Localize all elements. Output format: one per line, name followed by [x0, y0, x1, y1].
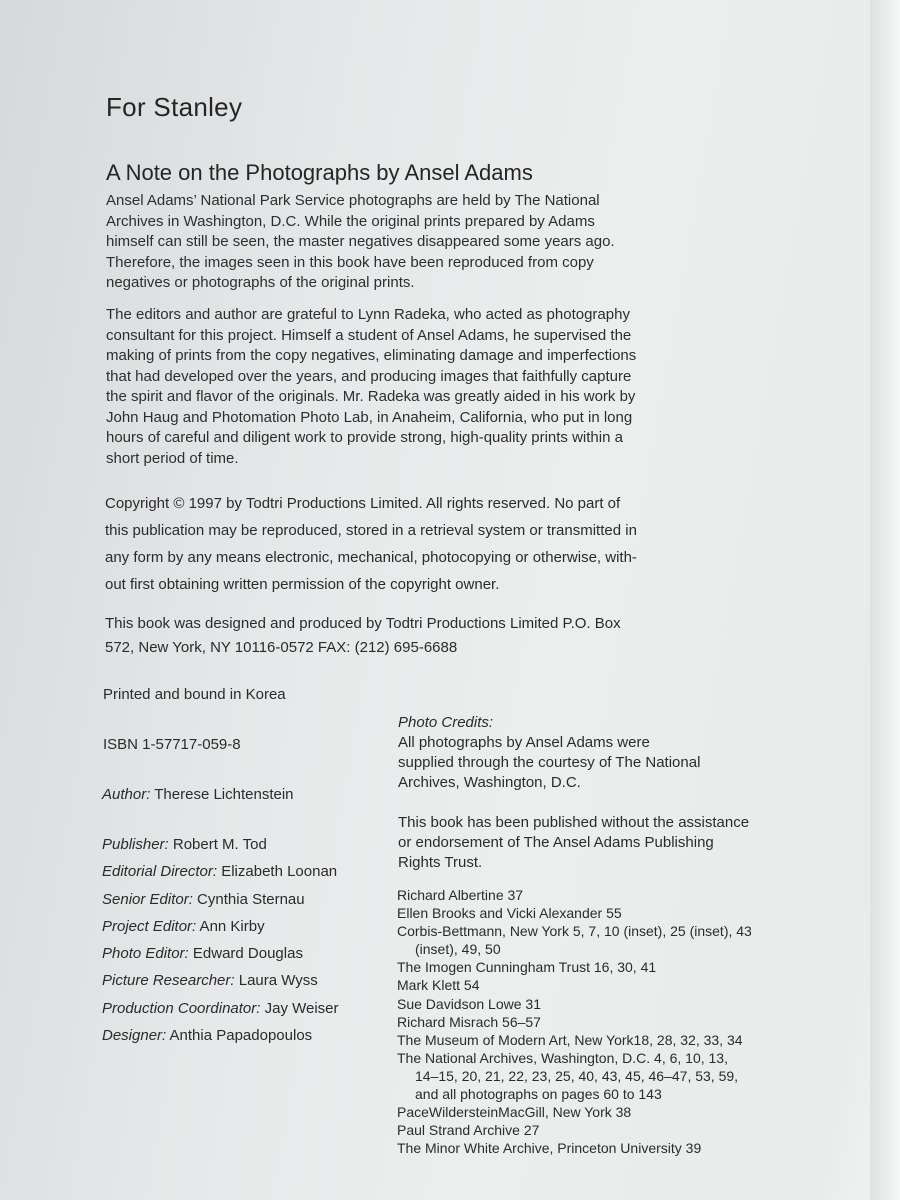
dedication: For Stanley [106, 92, 243, 122]
photo-credits-heading: Photo Credits: [398, 714, 494, 731]
text-line: the spirit and flavor of the originals. Mr. Radeka was greatly aided in his work by [106, 388, 636, 405]
note-title: A Note on the Photographs by Ansel Adams [106, 160, 533, 185]
photo-source-list [397, 886, 752, 1157]
text-line: supplied through the courtesy of The National [398, 754, 701, 771]
staff-credit [102, 836, 339, 863]
source-entry: The Museum of Modern Art, New York18, 28, 32, 33, 34 [397, 1031, 743, 1048]
credit-role: Senior Editor: [102, 890, 193, 908]
source-entry: Sue Davidson Lowe 31 [397, 995, 541, 1012]
text-line: Archives in Washington, D.C. While the original prints prepared by Adams [106, 212, 595, 230]
text-line: Therefore, the images seen in this book have been reproduced from copy [106, 253, 594, 271]
credit-name: Ann Kirby [196, 917, 265, 935]
text-line: making of prints from the copy negatives, eliminating damage and imperfections [106, 347, 637, 364]
text-line: negatives or photographs of the original prints. [106, 274, 415, 291]
text-line: out first obtaining written permission of the copyright owner. [105, 576, 500, 593]
credit-role: Project Editor: [102, 917, 197, 935]
staff-credit [102, 972, 339, 999]
credit-role: Editorial Director: [102, 863, 218, 881]
credit-name: Elizabeth Loonan [217, 863, 338, 881]
credit-name: Therese Lichtenstein [150, 786, 294, 803]
credit-name: Laura Wyss [234, 972, 318, 990]
credit-name: Jay Weiser [260, 999, 339, 1017]
text-line: Rights Trust. [398, 854, 483, 871]
staff-credit [102, 863, 339, 890]
isbn: ISBN 1-57717-059-8 [103, 736, 241, 753]
printed-in: Printed and bound in Korea [103, 686, 286, 703]
disclaimer [398, 813, 749, 873]
copyright-notice [105, 490, 637, 598]
source-entry: Corbis-Bettmann, New York 5, 7, 10 (inset), 25 (inset), 43 [397, 923, 752, 940]
text-line: Copyright © 1997 by Todtri Productions Limited. All rights reserved. No part of [105, 495, 621, 512]
credit-name: Cynthia Sternau [192, 890, 305, 908]
source-entry: Ellen Brooks and Vicki Alexander 55 [397, 905, 622, 922]
credit-name: Anthia Papadopoulos [166, 1027, 313, 1045]
staff-credit [102, 891, 339, 918]
source-entry: Mark Klett 54 [397, 977, 480, 994]
text-line: This book has been published without the assistance [398, 814, 750, 831]
credit-role: Photo Editor: [102, 945, 189, 963]
credit-role: Author: [102, 786, 151, 803]
text-line: short period of time. [106, 449, 239, 467]
text-line: 572, New York, NY 10116-0572 FAX: (212) 695-6688 [105, 639, 458, 656]
text-line: Archives, Washington, D.C. [398, 774, 581, 791]
publisher-address [105, 612, 621, 660]
source-entry: The National Archives, Washington, D.C. 4, 6, 10, 13, [397, 1049, 728, 1066]
credit-role: Publisher: [102, 836, 169, 853]
staff-credits [102, 836, 339, 1054]
staff-credit [102, 1000, 339, 1027]
text-line: this publication may be reproduced, stored in a retrieval system or transmitted in [105, 522, 637, 539]
source-entry: Richard Albertine 37 [397, 887, 524, 903]
text-line: All photographs by Ansel Adams were [398, 734, 650, 751]
text-line: The editors and author are grateful to Lynn Radeka, who acted as photography [106, 306, 630, 323]
text-line: himself can still be seen, the master negatives disappeared some years ago. [106, 233, 615, 250]
text-line: This book was designed and produced by Todtri Productions Limited P.O. Box [105, 615, 621, 632]
photo-credits [398, 713, 798, 793]
staff-credit [102, 1027, 339, 1054]
credit-name: Robert M. Tod [168, 836, 267, 853]
credit-role: Picture Researcher: [102, 972, 235, 990]
text-line: hours of careful and diligent work to provide strong, high-quality prints within a [106, 429, 623, 446]
text-line: any form by any means electronic, mechanical, photocopying or otherwise, with- [105, 549, 637, 566]
source-entry: (inset), 49, 50 [415, 941, 501, 958]
author-credit [102, 786, 294, 803]
staff-credit [102, 945, 339, 972]
text-line: consultant for this project. Himself a student of Ansel Adams, he supervised the [106, 326, 632, 344]
source-entry: PaceWildersteinMacGill, New York 38 [397, 1104, 632, 1121]
credit-role: Production Coordinator: [102, 999, 261, 1017]
page-edge [870, 0, 900, 1200]
text-line: John Haug and Photomation Photo Lab, in Anaheim, California, who put in long [106, 408, 633, 426]
credit-name: Edward Douglas [188, 945, 303, 963]
source-entry: The Imogen Cunningham Trust 16, 30, 41 [397, 959, 657, 976]
text-line: that had developed over the years, and producing images that faithfully capture [106, 367, 632, 385]
text-line: Ansel Adams’ National Park Service photographs are held by The National [106, 192, 600, 209]
source-entry: Richard Misrach 56–57 [397, 1013, 541, 1030]
note-paragraph-1 [106, 191, 706, 294]
text-line: or endorsement of The Ansel Adams Publishing [398, 834, 714, 851]
source-entry: 14–15, 20, 21, 22, 23, 25, 40, 43, 45, 46–47, 53, 59, [415, 1067, 739, 1084]
note-paragraph-2 [106, 305, 706, 469]
source-entry: The Minor White Archive, Princeton University 39 [397, 1140, 702, 1157]
credit-role: Designer: [102, 1027, 167, 1045]
source-entry: and all photographs on pages 60 to 143 [415, 1086, 662, 1103]
staff-credit [102, 918, 339, 945]
source-entry: Paul Strand Archive 27 [397, 1122, 540, 1139]
